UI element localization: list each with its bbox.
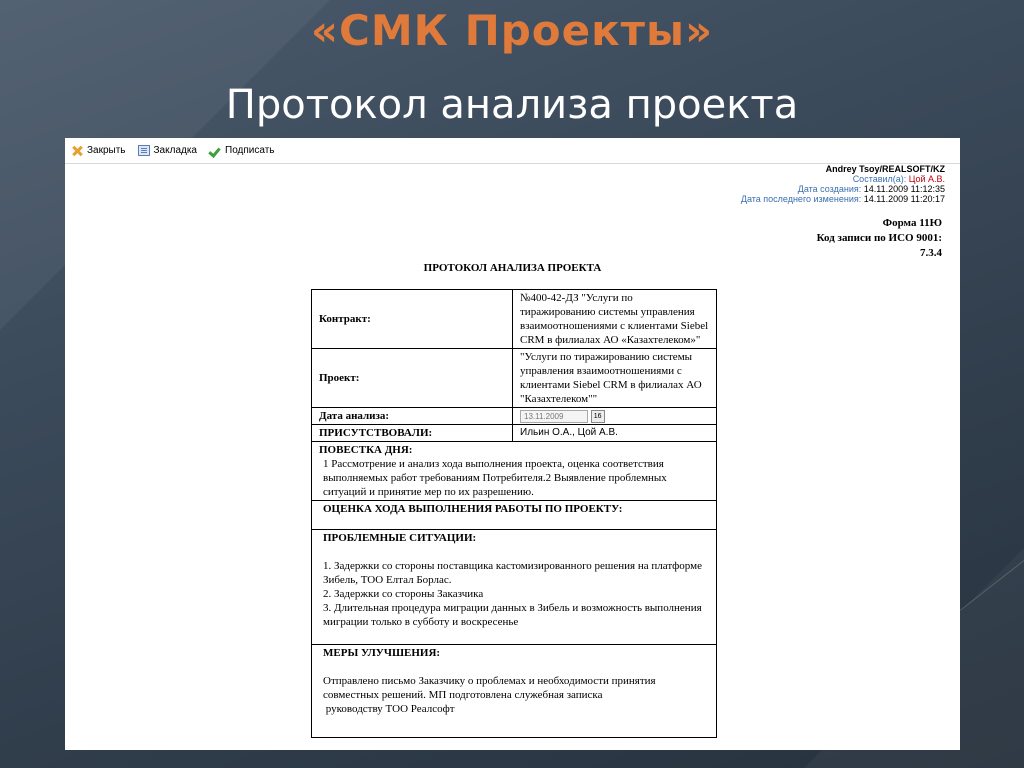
form-info (817, 216, 942, 261)
contract-label: Контракт: (312, 290, 513, 349)
table-row (312, 290, 717, 349)
close-button[interactable] (71, 145, 126, 157)
iso-label: Код записи по ИСО 9001: (816, 232, 942, 244)
project-label: Проект: (312, 349, 513, 408)
created-label: Дата создания: (797, 184, 862, 194)
table-row (312, 425, 717, 442)
date-field[interactable]: 13.11.2009 (520, 410, 588, 423)
improvements-label: МЕРЫ УЛУЧШЕНИЯ: (323, 647, 441, 659)
table-row (312, 645, 717, 738)
date-label: Дата анализа: (312, 408, 513, 425)
agenda-label: ПОВЕСТКА ДНЯ: (319, 444, 413, 456)
composed-row (741, 174, 945, 184)
problem-item: 1. Задержки со стороны поставщика кастомизированного решения на платформе Зибель, ТОО Елтал Борлас. (323, 560, 702, 586)
author: Andrey Tsoy/REALSOFT/KZ (825, 164, 945, 174)
table-row (312, 501, 717, 530)
improvements-text: Отправлено письмо Заказчику о проблемах и необходимости принятия совместных решений. МП подготовлена служебная записка (323, 675, 656, 701)
composed-value: Цой А.В. (908, 174, 945, 184)
project-value: "Услуги по тиражированию системы управления взаимоотношениями с клиентами Siebel CRM в филиалах АО "Казахтелеком"" (513, 349, 717, 408)
modified-row (741, 194, 945, 204)
document-window (65, 138, 960, 750)
table-row (312, 442, 717, 501)
problems-cell (312, 530, 717, 645)
protocol-table (311, 289, 717, 738)
bookmark-icon (138, 145, 150, 156)
slide-subtitle: Протокол анализа проекта (225, 82, 799, 128)
date-cell (513, 408, 717, 425)
present-value: Ильин О.А., Цой А.В. (513, 425, 717, 442)
composed-label: Составил(а): (852, 174, 907, 184)
progress-cell (312, 501, 717, 530)
form-name: Форма 11Ю (882, 217, 942, 229)
slide-title: «СМК Проекты» (310, 6, 714, 55)
bookmark-button[interactable] (138, 145, 197, 156)
check-icon (209, 145, 221, 157)
agenda-cell (312, 442, 717, 501)
problems-label: ПРОБЛЕМНЫЕ СИТУАЦИИ: (323, 532, 477, 544)
document-title-text: ПРОТОКОЛ АНАЛИЗА ПРОЕКТА (423, 262, 602, 274)
problem-item: 2. Задержки со стороны Заказчика (323, 588, 484, 600)
agenda-text: 1 Рассмотрение и анализ хода выполнения проекта, оценка соответствия выполняемых работ требованиям Потребителя.2 Выявление проблемных ситуаций и принятие мер по их разрешению. (323, 458, 667, 498)
sign-label: Подписать (225, 145, 275, 156)
table-row (312, 530, 717, 645)
problem-item: 3. Длительная процедура миграции данных в Зибель и возможность выполнения миграции только в субботу и воскресенье (323, 602, 702, 628)
created-value: 14.11.2009 11:12:35 (863, 184, 945, 194)
table-row (312, 408, 717, 425)
created-row (741, 184, 945, 194)
sign-button[interactable] (209, 145, 275, 157)
modified-label: Дата последнего изменения: (740, 194, 862, 204)
contract-value: №400-42-ДЗ "Услуги по тиражированию системы управления взаимоотношениями с клиентами Siebel CRM в филиалах АО «Казахтелеком»" (513, 290, 717, 349)
document-meta (741, 164, 945, 204)
modified-value: 14.11.2009 11:20:17 (863, 194, 945, 204)
table-row (312, 349, 717, 408)
improvements-text-2: руководству ТОО Реалсофт (323, 703, 455, 715)
toolbar (65, 138, 960, 164)
iso-value: 7.3.4 (920, 247, 942, 259)
improvements-cell (312, 645, 717, 738)
present-label: ПРИСУТСТВОВАЛИ: (312, 425, 513, 442)
close-icon (71, 145, 83, 157)
calendar-button[interactable]: 16 (591, 410, 605, 423)
document-title (65, 262, 960, 274)
progress-label: ОЦЕНКА ХОДА ВЫПОЛНЕНИЯ РАБОТЫ ПО ПРОЕКТУ: (323, 503, 623, 515)
close-label: Закрыть (87, 145, 126, 156)
bookmark-label: Закладка (153, 145, 197, 156)
